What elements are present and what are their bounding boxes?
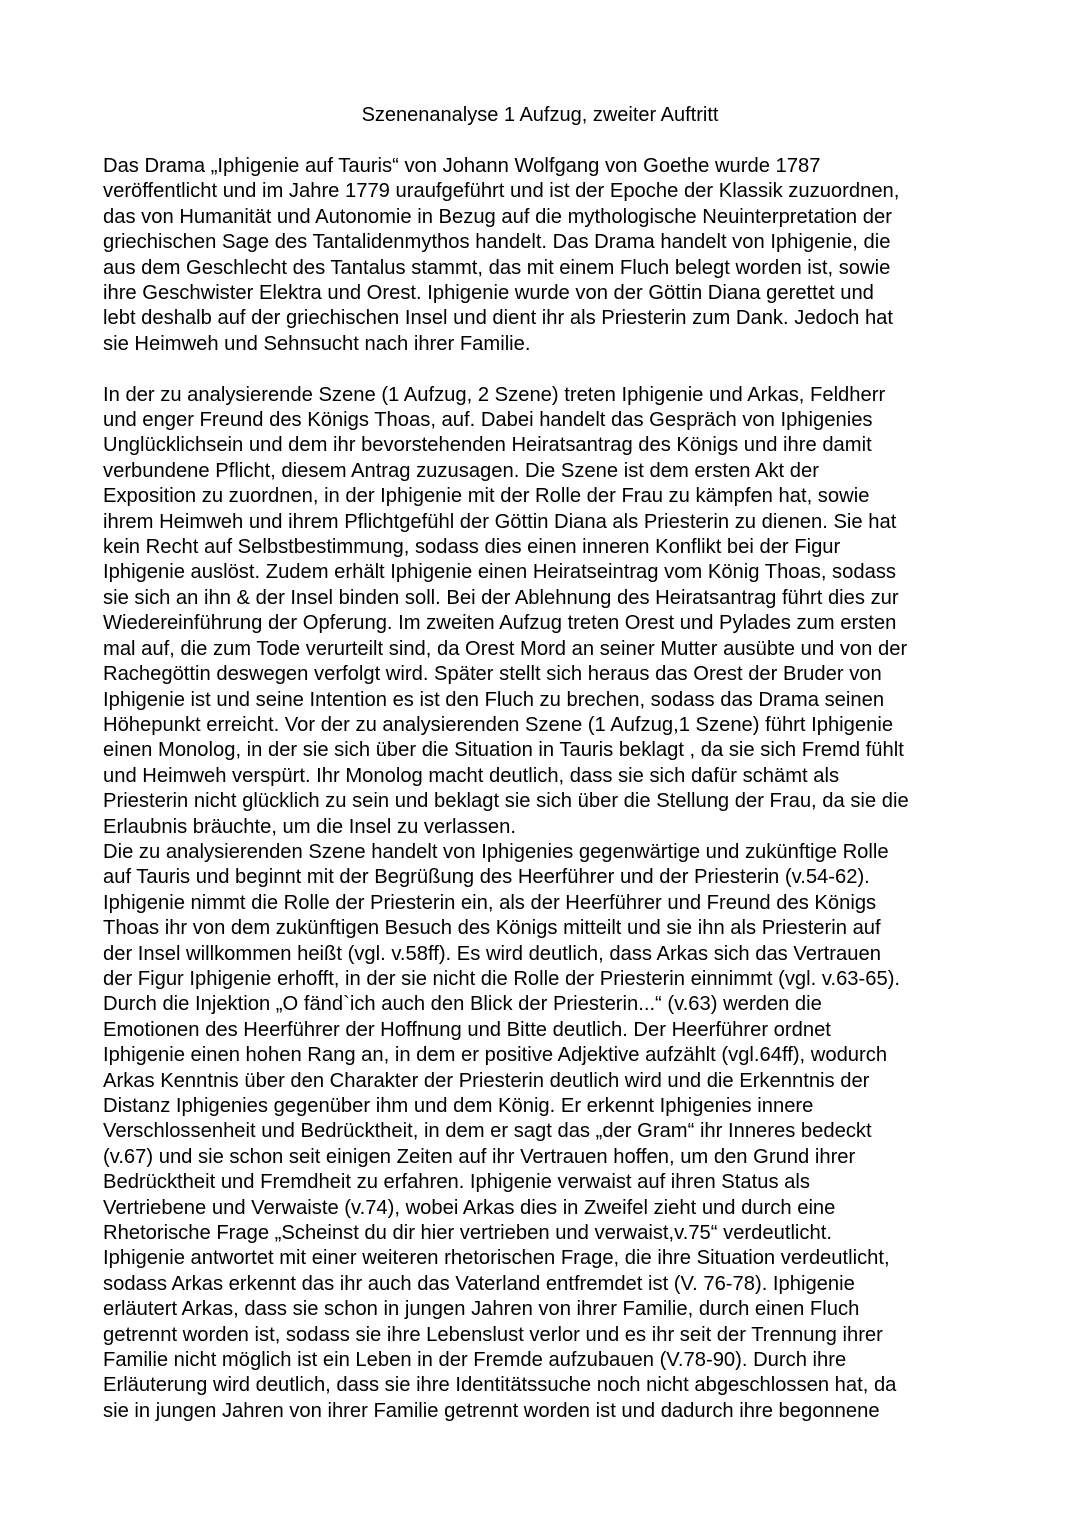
text-line: Priesterin nicht glücklich zu sein und beklagt sie sich über die Stellung der Frau, da sie die	[103, 790, 909, 813]
text-line: mal auf, die zum Tode verurteilt sind, da Orest Mord an seiner Mutter ausübte und von der	[103, 637, 908, 660]
text-line: getrennt worden ist, sodass sie ihre Lebenslust verlor und es ihr seit der Trennung ihrer	[103, 1323, 883, 1346]
text-line: verbundene Pflicht, diesem Antrag zuzusagen. Die Szene ist dem ersten Akt der	[103, 459, 819, 482]
text-line: (v.67) und sie schon seit einigen Zeiten auf ihr Vertrauen hoffen, um den Grund ihrer	[103, 1145, 856, 1168]
text-line: sie sich an ihn & der Insel binden soll. Bei der Ablehnung des Heiratsantrag führt dies zur	[103, 586, 899, 609]
text-line: Unglücklichsein und dem ihr bevorstehenden Heiratsantrag des Königs und ihre damit	[103, 434, 872, 457]
text-line: Thoas ihr von dem zukünftigen Besuch des Königs mitteilt und sie ihn als Priesterin auf	[103, 917, 881, 940]
text-line: Erläuterung wird deutlich, dass sie ihre Identitätssuche noch nicht abgeschlossen hat, da	[103, 1374, 897, 1397]
page-title: Szenenanalyse 1 Aufzug, zweiter Auftritt	[361, 104, 719, 126]
text-line: Familie nicht möglich ist ein Leben in der Fremde aufzubauen (V.78-90). Durch ihre	[103, 1349, 847, 1372]
text-line: Iphigenie nimmt die Rolle der Priesterin ein, als der Heerführer und Freund des Königs	[103, 891, 877, 914]
text-line: auf Tauris und beginnt mit der Begrüßung des Heerführer und der Priesterin (v.54-62).	[103, 866, 870, 889]
text-line: der Figur Iphigenie erhofft, in der sie nicht die Rolle der Priesterin einnimmt (vgl. v.63-65).	[103, 967, 901, 990]
text-line: Iphigenie antwortet mit einer weiteren rhetorischen Frage, die ihre Situation verdeutlicht,	[103, 1247, 890, 1270]
paragraph-analysis	[103, 383, 983, 1425]
text-line: Verschlossenheit und Bedrücktheit, in dem er sagt das „der Gram“ ihr Inneres bedeckt	[103, 1120, 872, 1143]
text-line: Die zu analysierenden Szene handelt von Iphigenies gegenwärtige und zukünftige Rolle	[103, 840, 889, 863]
text-line: erläutert Arkas, dass sie schon in jungen Jahren von ihrer Familie, durch einen Fluch	[103, 1298, 860, 1321]
text-line: griechischen Sage des Tantalidenmythos handelt. Das Drama handelt von Iphigenie, die	[103, 231, 891, 254]
text-line: Iphigenie auslöst. Zudem erhält Iphigenie einen Heiratseintrag vom König Thoas, sodass	[103, 561, 897, 584]
text-line: Iphigenie einen hohen Rang an, in dem er positive Adjektive aufzählt (vgl.64ff), wodurch	[103, 1044, 888, 1067]
text-line: ihre Geschwister Elektra und Orest. Iphigenie wurde von der Göttin Diana gerettet und	[103, 282, 874, 305]
text-line: lebt deshalb auf der griechischen Insel und dient ihr als Priesterin zum Dank. Jedoch hat	[103, 307, 894, 330]
text-line: kein Recht auf Selbstbestimmung, sodass dies einen inneren Konflikt bei der Figur	[103, 536, 841, 559]
document-body	[103, 154, 983, 1424]
text-line: ihrem Heimweh und ihrem Pflichtgefühl der Göttin Diana als Priesterin zu dienen. Sie hat	[103, 510, 897, 533]
text-line: aus dem Geschlecht des Tantalus stammt, das mit einem Fluch belegt worden ist, sowie	[103, 256, 891, 279]
text-line: Vertriebene und Verwaiste (v.74), wobei Arkas dies in Zweifel zieht und durch eine	[103, 1196, 836, 1219]
paragraph-intro	[103, 154, 983, 357]
text-line: sodass Arkas erkennt das ihr auch das Vaterland entfremdet ist (V. 76-78). Iphigenie	[103, 1272, 855, 1295]
text-line: Höhepunkt erreicht. Vor der zu analysierenden Szene (1 Aufzug,1 Szene) führt Iphigenie	[103, 713, 894, 736]
text-line: Exposition zu zuordnen, in der Iphigenie mit der Rolle der Frau zu kämpfen hat, sowie	[103, 485, 870, 508]
text-line: das von Humanität und Autonomie in Bezug auf die mythologische Neuinterpretation der	[103, 205, 892, 228]
text-line: sie in jungen Jahren von ihrer Familie getrennt worden ist und dadurch ihre begonnene	[103, 1399, 880, 1422]
text-line: Das Drama „Iphigenie auf Tauris“ von Johann Wolfgang von Goethe wurde 1787	[103, 155, 821, 177]
text-line: Wiedereinführung der Opferung. Im zweiten Aufzug treten Orest und Pylades zum ersten	[103, 612, 897, 635]
text-line: sie Heimweh und Sehnsucht nach ihrer Familie.	[103, 332, 531, 355]
text-line: Rhetorische Frage „Scheinst du dir hier vertrieben und verwaist,v.75“ verdeutlicht.	[103, 1222, 832, 1245]
text-line: Emotionen des Heerführer der Hoffnung und Bitte deutlich. Der Heerführer ordnet	[103, 1018, 831, 1041]
text-line: Rachegöttin deswegen verfolgt wird. Später stellt sich heraus das Orest der Bruder von	[103, 663, 882, 686]
text-line: veröffentlicht und im Jahre 1779 uraufgeführt und ist der Epoche der Klassik zuzuordnen,	[103, 180, 900, 203]
text-line: Erlaubnis bräuchte, um die Insel zu verlassen.	[103, 815, 516, 838]
text-line: Distanz Iphigenies gegenüber ihm und dem König. Er erkennt Iphigenies innere	[103, 1095, 814, 1118]
paragraph-gap	[103, 357, 983, 382]
text-line: Bedrücktheit und Fremdheit zu erfahren. Iphigenie verwaist auf ihren Status als	[103, 1171, 810, 1194]
text-line: der Insel willkommen heißt (vgl. v.58ff). Es wird deutlich, dass Arkas sich das Vertrauen	[103, 942, 881, 965]
text-line: und enger Freund des Königs Thoas, auf. Dabei handelt das Gespräch von Iphigenies	[103, 409, 873, 432]
text-line: Arkas Kenntnis über den Charakter der Priesterin deutlich wird und die Erkenntnis der	[103, 1069, 870, 1092]
text-line: einen Monolog, in der sie sich über die Situation in Tauris beklagt , da sie sich Fremd fühlt	[103, 739, 904, 762]
text-line: In der zu analysierende Szene (1 Aufzug, 2 Szene) treten Iphigenie und Arkas, Feldherr	[103, 383, 886, 406]
text-line: Durch die Injektion „O fänd`ich auch den Blick der Priesterin...“ (v.63) werden die	[103, 993, 822, 1016]
text-line: Iphigenie ist und seine Intention es ist den Fluch zu brechen, sodass das Drama seinen	[103, 688, 885, 711]
text-line: und Heimweh verspürt. Ihr Monolog macht deutlich, dass sie sich dafür schämt als	[103, 764, 840, 787]
